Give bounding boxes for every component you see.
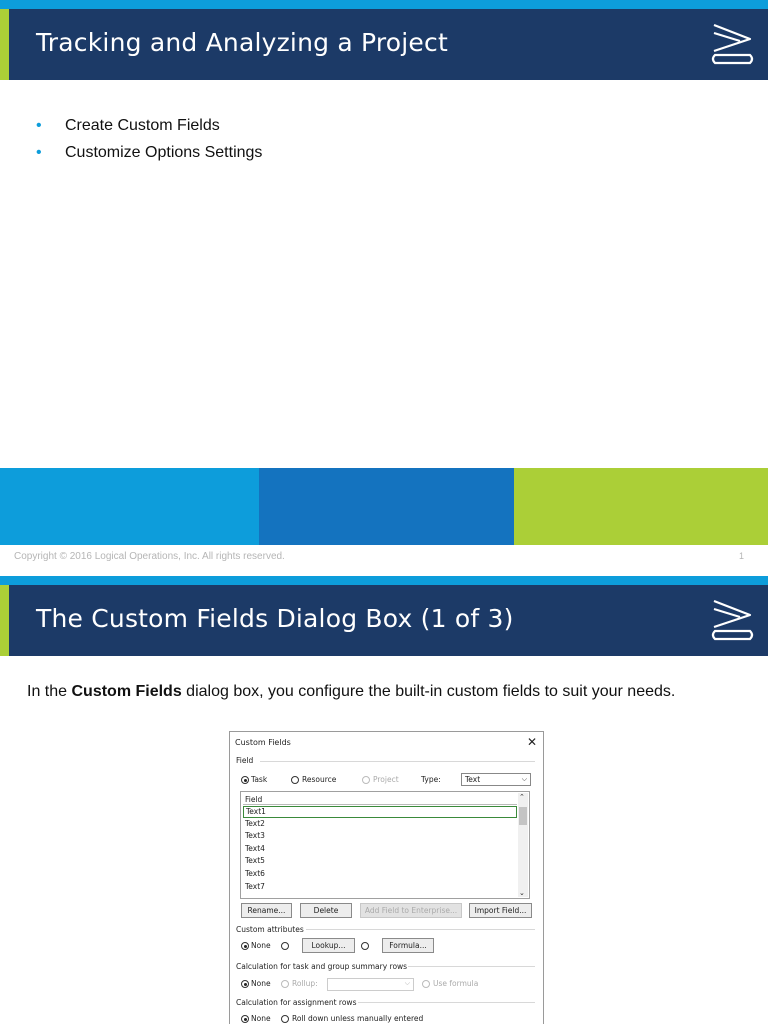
title-accent: [0, 585, 9, 656]
rollup-select[interactable]: [327, 978, 414, 991]
formula-radio[interactable]: [361, 942, 369, 950]
bullet-list: [36, 114, 262, 168]
import-field-button[interactable]: Import Field...: [469, 903, 532, 918]
chevron-down-icon[interactable]: ⌄: [519, 889, 525, 897]
scroll-thumb[interactable]: [519, 807, 527, 825]
task-radio[interactable]: [241, 776, 249, 784]
close-icon[interactable]: ✕: [526, 735, 537, 749]
logo-icon: [710, 595, 756, 645]
chevron-up-icon[interactable]: ⌃: [519, 793, 525, 801]
divider: [408, 966, 535, 967]
lookup-radio[interactable]: [281, 942, 289, 950]
type-label: Type:: [421, 775, 441, 784]
add-to-enterprise-button[interactable]: Add Field to Enterprise...: [360, 903, 462, 918]
footer-band-blue: [0, 468, 259, 545]
rename-button[interactable]: Rename...: [241, 903, 292, 918]
list-item[interactable]: Text5: [245, 856, 265, 865]
roll-down-label: Roll down unless manually entered: [292, 1014, 424, 1023]
chevron-down-icon: ⌵: [521, 775, 527, 783]
intro-text: In the Custom Fields dialog box, you configure the built-in custom fields to suit your needs.: [27, 683, 676, 700]
list-item[interactable]: Text7: [245, 882, 265, 891]
slide-2: [0, 576, 768, 1024]
project-radio[interactable]: [362, 776, 370, 784]
title-bar: [0, 585, 768, 656]
calc-assignment-label: Calculation for assignment rows: [236, 998, 357, 1007]
none-label: None: [251, 979, 271, 988]
bullet-item: • Customize Options Settings: [36, 141, 262, 168]
field-list[interactable]: [240, 791, 530, 899]
attributes-none-radio[interactable]: [241, 942, 249, 950]
bullet-icon: •: [36, 117, 42, 134]
rollup-radio[interactable]: [281, 980, 289, 988]
field-group-label: Field: [236, 756, 254, 765]
list-item[interactable]: Text6: [245, 869, 265, 878]
resource-label: Resource: [302, 775, 337, 784]
divider: [306, 929, 535, 930]
use-formula-label: Use formula: [433, 979, 479, 988]
dialog-title: Custom Fields: [235, 738, 291, 747]
rollup-label: Rollup:: [292, 979, 318, 988]
assignment-none-radio[interactable]: [241, 1015, 249, 1023]
use-formula-radio[interactable]: [422, 980, 430, 988]
none-label: None: [251, 1014, 271, 1023]
calc-summary-label: Calculation for task and group summary rows: [236, 962, 408, 971]
project-label: Project: [373, 775, 399, 784]
bullet-icon: •: [36, 144, 42, 161]
title-bar: [0, 9, 768, 80]
none-label: None: [251, 941, 271, 950]
summary-none-radio[interactable]: [241, 980, 249, 988]
list-item[interactable]: Text4: [245, 844, 265, 853]
bullet-item: • Create Custom Fields: [36, 114, 262, 141]
slide-title: Tracking and Analyzing a Project: [36, 28, 448, 57]
list-scrollbar[interactable]: [518, 793, 528, 897]
list-header: Field: [243, 794, 517, 805]
list-item[interactable]: Text1: [243, 806, 517, 818]
divider: [260, 761, 535, 762]
delete-button[interactable]: Delete: [300, 903, 352, 918]
resource-radio[interactable]: [291, 776, 299, 784]
divider: [358, 1002, 535, 1003]
title-accent: [0, 9, 9, 80]
roll-down-radio[interactable]: [281, 1015, 289, 1023]
top-accent-stripe: [0, 576, 768, 585]
custom-fields-dialog: [229, 731, 544, 1024]
chevron-down-icon: ⌵: [404, 979, 410, 987]
lookup-button[interactable]: Lookup...: [302, 938, 355, 953]
slide-title: The Custom Fields Dialog Box (1 of 3): [36, 604, 514, 633]
custom-attributes-label: Custom attributes: [236, 925, 304, 934]
page-number: 1: [738, 551, 744, 561]
logo-icon: [710, 19, 756, 69]
type-select[interactable]: Text ⌵: [461, 773, 531, 786]
task-label: Task: [251, 775, 268, 784]
top-accent-stripe: [0, 0, 768, 9]
list-item[interactable]: Text3: [245, 831, 265, 840]
list-item[interactable]: Text2: [245, 819, 265, 828]
footer-band-green: [514, 468, 768, 545]
footer-band-midblue: [259, 468, 514, 545]
copyright-text: Copyright © 2016 Logical Operations, Inc. All rights reserved.: [14, 551, 285, 562]
formula-button[interactable]: Formula...: [382, 938, 434, 953]
